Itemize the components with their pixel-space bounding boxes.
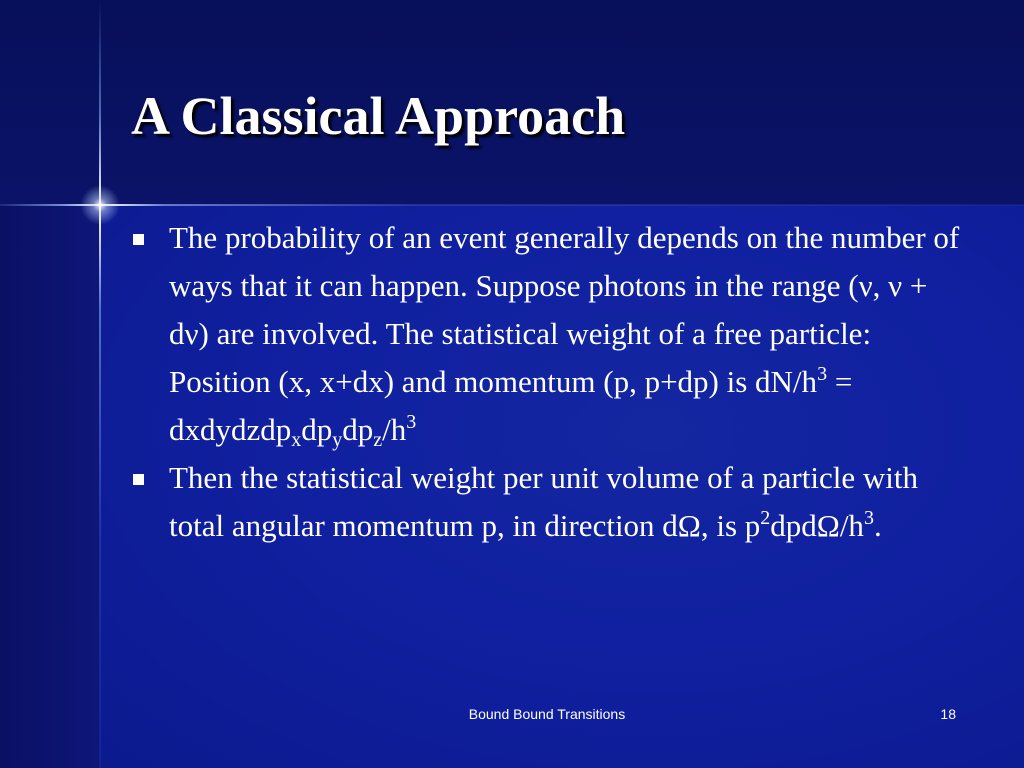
text-run: = dxdydzdp	[169, 364, 853, 447]
square-bullet-icon	[133, 234, 144, 245]
text-run: /h	[382, 412, 407, 447]
subscript: y	[332, 429, 343, 451]
superscript: 3	[863, 507, 874, 529]
bullet-list	[133, 214, 963, 550]
text-run: The probability of an event generally depends on the number of ways that it can happen. Suppose photons in the range (ν, ν + dν) are involved. The statistical weight of a free particle: Position (x, x+dx) and momentum (p, p+dp) is dN/h	[169, 220, 960, 399]
bullet-item	[133, 454, 963, 550]
slide-title: A Classical Approach	[131, 86, 626, 146]
square-bullet-icon	[133, 474, 144, 485]
bullet-text	[169, 460, 918, 543]
bullet-text	[169, 220, 960, 451]
text-run: .	[873, 508, 882, 543]
horizontal-light-line	[0, 204, 1024, 206]
text-run: dp	[342, 412, 374, 447]
subscript: z	[373, 429, 383, 451]
vertical-light-line	[99, 0, 101, 768]
superscript: 3	[817, 363, 828, 385]
subscript: x	[291, 429, 302, 451]
footer-title: Bound Bound Transitions	[468, 706, 626, 722]
lens-flare-icon	[80, 185, 120, 225]
text-run: dpdΩ/h	[770, 508, 864, 543]
page-number: 18	[940, 706, 956, 722]
bullet-item	[133, 214, 963, 454]
text-run: Then the statistical weight per unit volume of a particle with total angular momentum p, in direction dΩ, is p	[169, 460, 918, 543]
superscript: 2	[760, 507, 771, 529]
superscript: 3	[406, 411, 417, 433]
text-run: dp	[301, 412, 333, 447]
